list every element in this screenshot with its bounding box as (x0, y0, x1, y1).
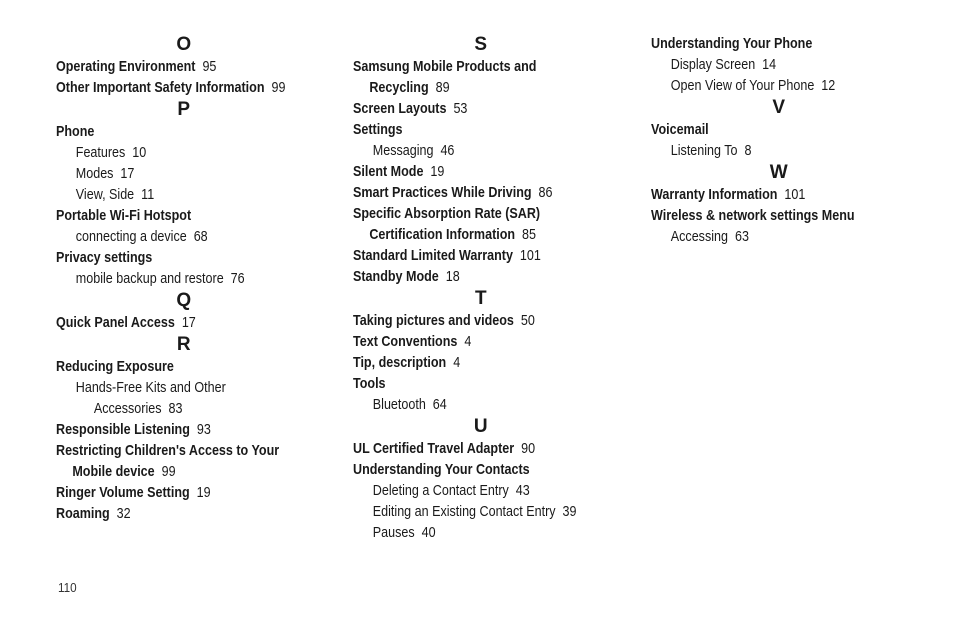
index-term: Operating Environment (56, 59, 196, 75)
index-page-ref: 4 (453, 355, 461, 371)
index-term: Warranty Information (651, 187, 778, 203)
index-term: Other Important Safety Information (56, 80, 265, 96)
index-term: Voicemail (651, 122, 709, 138)
index-term: Responsible Listening (56, 422, 190, 438)
index-entry (56, 357, 297, 378)
index-subentry (56, 164, 297, 185)
index-page-ref: 32 (116, 506, 131, 522)
index-page-ref: 93 (196, 422, 211, 438)
section-letter: U (473, 416, 489, 437)
index-page-ref: 101 (519, 248, 541, 264)
index-entry (56, 248, 297, 269)
section-letter: S (474, 34, 488, 55)
index-entry (56, 122, 297, 143)
index-page-ref: 4 (464, 334, 472, 350)
index-term: Settings (353, 122, 403, 138)
index-term: Reducing Exposure (56, 359, 174, 375)
index-page-ref: 12 (821, 78, 836, 94)
index-term: Understanding Your Contacts (353, 462, 530, 478)
index-page-ref: 17 (120, 166, 135, 182)
index-term: connecting a device (75, 229, 187, 245)
index-page-ref: 85 (522, 227, 537, 243)
index-term: Taking pictures and videos (353, 313, 514, 329)
index-term: Accessories (93, 401, 162, 417)
index-page-ref: 46 (440, 143, 455, 159)
index-subentry (353, 141, 594, 162)
index-page-ref: 40 (421, 525, 436, 541)
index-page-ref: 86 (538, 185, 553, 201)
index-term: Specific Absorption Rate (SAR) (353, 206, 541, 222)
index-page-ref: 99 (271, 80, 286, 96)
index-term: Standard Limited Warranty (353, 248, 513, 264)
index-subentry (353, 78, 594, 99)
index-page-ref: 64 (432, 397, 447, 413)
index-term: Smart Practices While Driving (353, 185, 532, 201)
index-entry (353, 311, 594, 332)
index-term: Silent Mode (353, 164, 424, 180)
index-term: Wireless & network settings Menu (651, 208, 855, 224)
index-entry (353, 204, 594, 225)
index-subentry (353, 225, 594, 246)
index-page-ref: 19 (196, 485, 211, 501)
index-term: Restricting Children's Access to Your (56, 443, 280, 459)
index-page-ref: 10 (132, 145, 147, 161)
index-page-ref: 76 (230, 271, 245, 287)
index-entry (651, 185, 892, 206)
index-page-ref: 53 (453, 101, 468, 117)
index-subentry (56, 143, 297, 164)
index-entry (651, 120, 892, 141)
index-entry (353, 374, 594, 395)
index-subentry (651, 141, 892, 162)
index-page-ref: 50 (520, 313, 535, 329)
index-entry (353, 183, 594, 204)
index-entry (56, 206, 297, 227)
index-column-2 (353, 34, 633, 544)
index-term: Screen Layouts (353, 101, 447, 117)
index-term: Tip, description (353, 355, 447, 371)
index-entry (353, 267, 594, 288)
index-entry (353, 57, 594, 78)
index-entry (353, 460, 594, 481)
index-term: mobile backup and restore (75, 271, 224, 287)
index-entry (353, 353, 594, 374)
index-term: Pauses (372, 525, 415, 541)
index-page-ref: 90 (521, 441, 536, 457)
section-letter: W (769, 162, 789, 183)
index-entry (353, 332, 594, 353)
index-term: Roaming (56, 506, 110, 522)
index-page-ref: 17 (181, 315, 196, 331)
index-page-ref: 63 (734, 229, 749, 245)
index-subentry (651, 76, 892, 97)
index-term: Tools (353, 376, 386, 392)
index-term: Text Conventions (353, 334, 458, 350)
index-entry (353, 162, 594, 183)
index-term: Ringer Volume Setting (56, 485, 190, 501)
index-subentry (353, 395, 594, 416)
index-term: Open View of Your Phone (670, 78, 815, 94)
index-page-ref: 89 (435, 80, 450, 96)
index-term: Features (75, 145, 126, 161)
index-entry (56, 420, 297, 441)
section-letter: Q (176, 290, 192, 311)
index-page-ref: 101 (784, 187, 806, 203)
index-subentry (56, 185, 297, 206)
index-term: Mobile device (72, 464, 155, 480)
index-term: Portable Wi-Fi Hotspot (56, 208, 192, 224)
index-subentry (56, 269, 297, 290)
index-page-ref: 99 (161, 464, 176, 480)
index-term: Editing an Existing Contact Entry (372, 504, 556, 520)
index-entry (56, 483, 297, 504)
index-subentry (651, 55, 892, 76)
index-entry (56, 57, 297, 78)
index-term: Listening To (670, 143, 738, 159)
index-page-ref: 83 (168, 401, 183, 417)
index-page-ref: 8 (744, 143, 752, 159)
index-term: Quick Panel Access (56, 315, 175, 331)
index-term: Messaging (372, 143, 434, 159)
section-letter: R (176, 334, 192, 355)
index-term: Accessing (670, 229, 728, 245)
index-term: Privacy settings (56, 250, 153, 266)
index-page-ref: 19 (430, 164, 445, 180)
section-letter: P (177, 99, 191, 120)
index-entry (56, 441, 297, 462)
index-entry (651, 34, 892, 55)
index-subentry (56, 462, 297, 483)
index-term: Understanding Your Phone (651, 36, 813, 52)
index-term: Recycling (369, 80, 429, 96)
index-subentry (353, 523, 594, 544)
index-term: Samsung Mobile Products and (353, 59, 537, 75)
section-letter: V (772, 97, 786, 118)
page-number: 110 (58, 580, 77, 595)
index-page-ref: 39 (562, 504, 577, 520)
index-entry (651, 206, 892, 227)
index-page-ref: 43 (515, 483, 530, 499)
index-subentry (353, 481, 594, 502)
index-entry (56, 313, 297, 334)
index-entry (353, 439, 594, 460)
index-term: Standby Mode (353, 269, 439, 285)
index-term: Deleting a Contact Entry (372, 483, 509, 499)
index-subentry (56, 227, 297, 248)
index-entry (353, 246, 594, 267)
index-subentry (353, 502, 594, 523)
index-term: Display Screen (670, 57, 756, 73)
index-page-ref: 95 (202, 59, 217, 75)
index-entry (56, 504, 297, 525)
index-page-ref: 18 (445, 269, 460, 285)
section-letter: O (176, 34, 192, 55)
index-term: UL Certified Travel Adapter (353, 441, 515, 457)
index-subentry (56, 399, 297, 420)
index-page-ref: 11 (141, 187, 155, 203)
index-entry (353, 120, 594, 141)
index-term: Modes (75, 166, 114, 182)
index-page-ref: 14 (762, 57, 777, 73)
index-subentry (651, 227, 892, 248)
index-entry (56, 78, 297, 99)
index-column-3 (651, 34, 931, 248)
index-term: Bluetooth (372, 397, 426, 413)
index-term: Certification Information (369, 227, 516, 243)
index-subentry (56, 378, 297, 399)
index-page-ref: 68 (193, 229, 208, 245)
section-letter: T (474, 288, 488, 309)
index-entry (353, 99, 594, 120)
index-term: Hands-Free Kits and Other (75, 380, 226, 396)
index-term: View, Side (75, 187, 135, 203)
index-term: Phone (56, 124, 95, 140)
index-column-1 (56, 34, 336, 525)
